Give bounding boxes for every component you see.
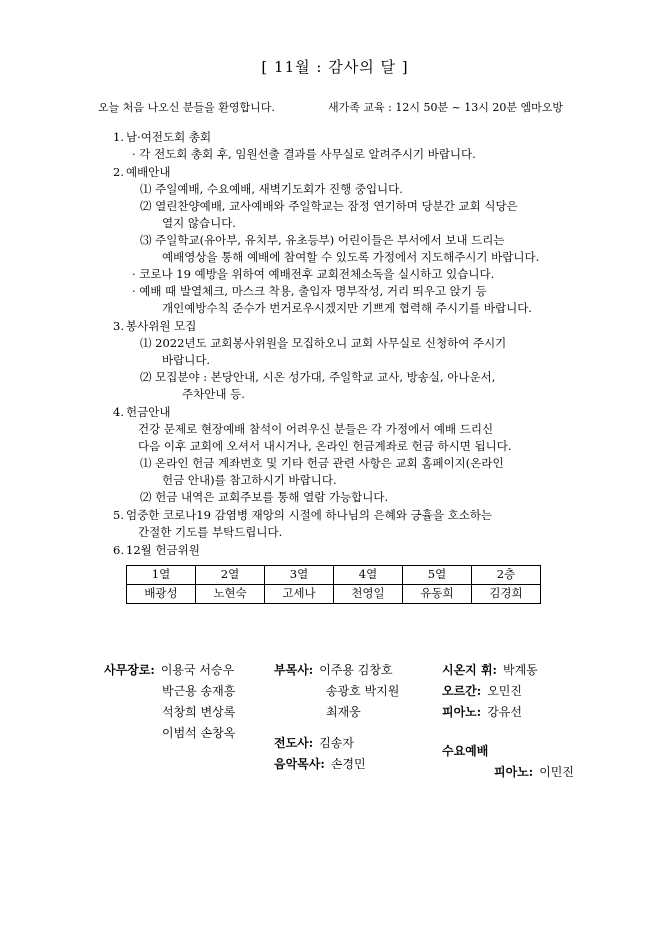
table-header-cell: 4열 bbox=[334, 566, 403, 585]
staff-value: 이용국 서승우 bbox=[160, 663, 235, 677]
page-title: [ 11월 : 감사의 달 ] bbox=[261, 58, 409, 76]
staff-row bbox=[326, 702, 442, 723]
staff-value: 석창희 변상록 bbox=[162, 705, 236, 719]
staff-value: 박근용 송재흥 bbox=[162, 684, 236, 698]
item-number: 6. bbox=[113, 543, 124, 557]
table-header-cell: 2열 bbox=[196, 566, 265, 585]
staff-row bbox=[274, 754, 442, 775]
staff-label: 피아노: bbox=[494, 765, 534, 779]
item-subline: 예배영상을 통해 예배에 참여할 수 있도록 가정에서 지도해주시기 바랍니다. bbox=[162, 250, 540, 264]
table-cell: 노현숙 bbox=[196, 585, 265, 604]
item-subline: 바랍니다. bbox=[162, 353, 211, 367]
staff-value: 최재웅 bbox=[326, 705, 361, 719]
item-title: 12월 헌금위원 bbox=[126, 543, 200, 557]
staff-value: 오민진 bbox=[487, 684, 522, 698]
item-subline: · 예배 때 발열체크, 마스크 착용, 출입자 명부작성, 거리 띄우고 앉기 등 bbox=[132, 284, 487, 298]
table-header-cell: 2층 bbox=[472, 566, 541, 585]
table-row bbox=[127, 585, 541, 604]
staff-value: 손경민 bbox=[330, 757, 366, 771]
table-header-cell: 1열 bbox=[127, 566, 196, 585]
staff-row bbox=[274, 733, 442, 754]
item-subline: ⑵ 헌금 내역은 교회주보를 통해 열람 가능합니다. bbox=[140, 490, 389, 504]
table-row bbox=[127, 566, 541, 585]
item-number: 4. bbox=[113, 405, 124, 419]
item-number: 3. bbox=[113, 319, 124, 333]
staff-column-music bbox=[442, 660, 622, 783]
table-cell: 고세나 bbox=[265, 585, 334, 604]
item-subline: ⑵ 열린찬양예배, 교사예배와 주일학교는 잠정 연기하며 당분간 교회 식당은 bbox=[140, 199, 518, 213]
item-subline: 개인예방수칙 준수가 번거로우시겠지만 기쁘게 협력해 주시기를 바랍니다. bbox=[162, 301, 532, 315]
offering-table bbox=[126, 565, 541, 604]
list-item bbox=[0, 404, 646, 506]
table-header-cell: 3열 bbox=[265, 566, 334, 585]
welcome-text: 오늘 처음 나오신 분들을 환영합니다. bbox=[98, 101, 275, 114]
staff-row bbox=[274, 660, 442, 681]
staff-row bbox=[442, 660, 622, 681]
item-subline: 열지 않습니다. bbox=[162, 216, 236, 230]
staff-section bbox=[0, 660, 670, 783]
staff-label: 사무장로: bbox=[104, 663, 155, 677]
staff-label: 피아노: bbox=[442, 705, 482, 719]
staff-label: 음악목사: bbox=[274, 757, 325, 771]
item-title: 엄중한 코로나19 감염병 재앙의 시절에 하나님의 은혜와 긍휼을 호소하는 bbox=[126, 508, 493, 522]
staff-column-office bbox=[104, 660, 274, 783]
item-subline: 다음 이후 교회에 오셔서 내시거나, 온라인 헌금계좌로 헌금 하시면 됩니다. bbox=[138, 439, 512, 453]
item-subline: ⑴ 주일예배, 수요예배, 새벽기도회가 진행 중입니다. bbox=[140, 182, 403, 196]
staff-row bbox=[494, 762, 622, 783]
list-item bbox=[0, 542, 646, 559]
list-item bbox=[0, 164, 646, 317]
item-subline: 헌금 안내)를 참고하시기 바랍니다. bbox=[162, 473, 337, 487]
staff-row bbox=[162, 681, 274, 702]
table-header-cell: 5열 bbox=[403, 566, 472, 585]
staff-row bbox=[162, 702, 274, 723]
staff-value: 이주용 김창호 bbox=[319, 663, 393, 677]
item-subline: 간절한 기도를 부탁드립니다. bbox=[138, 525, 283, 539]
announcement-list bbox=[0, 129, 670, 604]
staff-row bbox=[326, 681, 442, 702]
table-cell: 배광성 bbox=[127, 585, 196, 604]
staff-value: 송광호 박지원 bbox=[326, 684, 400, 698]
staff-row bbox=[442, 702, 622, 723]
item-subline: ⑵ 모집분야 : 본당안내, 시온 성가대, 주일학교 교사, 방송실, 아나운서, bbox=[140, 370, 496, 384]
item-number: 2. bbox=[113, 165, 124, 179]
list-item bbox=[0, 507, 646, 541]
item-title: 헌금안내 bbox=[126, 405, 171, 419]
staff-row bbox=[162, 723, 274, 744]
staff-row bbox=[442, 681, 622, 702]
staff-label: 시온지 휘: bbox=[442, 663, 497, 677]
list-item bbox=[0, 318, 646, 403]
item-subline: · 각 전도회 총회 후, 임원선출 결과를 사무실로 알려주시기 바랍니다. bbox=[132, 147, 476, 161]
staff-value: 강유선 bbox=[487, 705, 522, 719]
table-cell: 천영일 bbox=[334, 585, 403, 604]
staff-row bbox=[104, 660, 274, 681]
item-subline: 건강 문제로 현장예배 참석이 어려우신 분들은 각 가정에서 예배 드리신 bbox=[138, 422, 494, 436]
item-subline: ⑶ 주일학교(유아부, 유치부, 유초등부) 어린이들은 부서에서 보내 드리는 bbox=[140, 233, 505, 247]
table-cell: 김경희 bbox=[472, 585, 541, 604]
item-number: 1. bbox=[113, 130, 124, 144]
item-title: 남·여전도회 총회 bbox=[126, 130, 212, 144]
item-subline: · 코로나 19 예방을 위하여 예배전후 교회전체소독을 실시하고 있습니다. bbox=[132, 267, 495, 281]
staff-label: 오르간: bbox=[442, 684, 482, 698]
table-cell: 유동희 bbox=[403, 585, 472, 604]
item-title: 예배안내 bbox=[126, 165, 171, 179]
item-subline: 주차안내 등. bbox=[182, 387, 245, 401]
staff-row bbox=[442, 741, 622, 762]
item-subline: ⑴ 온라인 헌금 계좌번호 및 기타 헌금 관련 사항은 교회 홈페이지(온라인 bbox=[140, 456, 504, 470]
welcome-row bbox=[0, 99, 670, 115]
staff-column-pastors bbox=[274, 660, 442, 783]
staff-value: 이민진 bbox=[539, 765, 574, 779]
item-subline: ⑴ 2022년도 교회봉사위원을 모집하오니 교회 사무실로 신청하여 주시기 bbox=[140, 336, 507, 350]
item-title: 봉사위원 모집 bbox=[126, 319, 197, 333]
staff-label: 전도사: bbox=[274, 736, 314, 750]
list-item bbox=[0, 129, 646, 163]
staff-value: 이범석 손창옥 bbox=[162, 726, 236, 740]
staff-value: 김송자 bbox=[319, 736, 354, 750]
staff-label: 부목사: bbox=[274, 663, 314, 677]
item-number: 5. bbox=[113, 508, 124, 522]
newcomer-class-text: 새가족 교육 : 12시 50분 ~ 13시 20분 엠마오방 bbox=[328, 101, 564, 114]
offering-table-wrap bbox=[126, 565, 646, 604]
staff-label: 수요예배 bbox=[442, 744, 489, 758]
staff-value: 박계동 bbox=[502, 663, 538, 677]
